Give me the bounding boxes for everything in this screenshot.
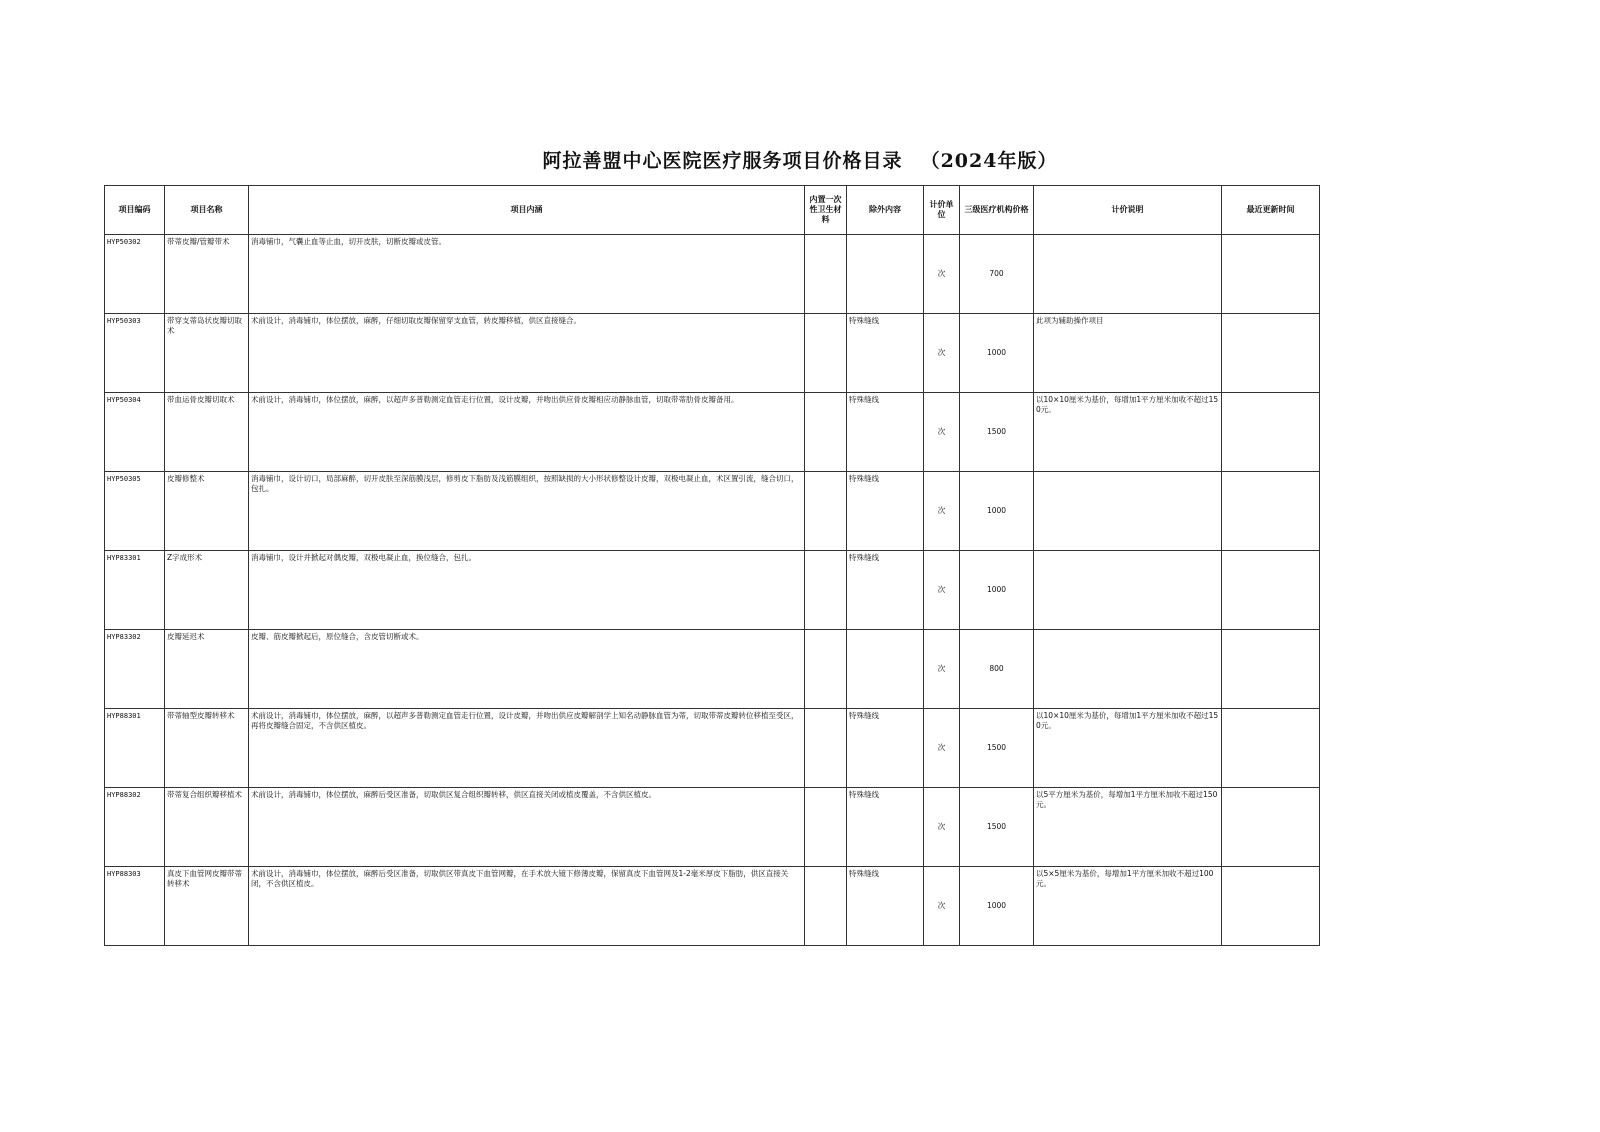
table-header-row: [105, 186, 1320, 235]
cell-code: HYP83302: [105, 630, 165, 709]
cell-unit: 次: [924, 709, 960, 788]
table-row: [105, 393, 1320, 472]
cell-excluded: 特殊缝线: [847, 709, 924, 788]
cell-note: [1034, 551, 1222, 630]
cell-unit: 次: [924, 472, 960, 551]
cell-excluded: [847, 630, 924, 709]
cell-content: 消毒铺巾，设计切口，局部麻醉，切开皮肤至深筋膜浅层，修剪皮下脂肪及浅筋膜组织，按照缺损的大小形状修整设计皮瓣，双极电凝止血，术区置引流，缝合切口，包扎。: [249, 472, 805, 551]
cell-code: HYP50302: [105, 235, 165, 314]
cell-code: HYP50305: [105, 472, 165, 551]
cell-content: 术前设计，消毒铺巾，体位摆放，麻醉，仔细切取皮瓣保留穿支血管，转皮瓣移植，供区直接缝合。: [249, 314, 805, 393]
cell-name: 皮瓣延迟术: [165, 630, 249, 709]
cell-updated: [1222, 314, 1320, 393]
cell-consumables: [805, 788, 847, 867]
cell-consumables: [805, 867, 847, 946]
header-unit: 计价单位: [924, 186, 960, 235]
cell-unit: 次: [924, 235, 960, 314]
cell-code: HYP50303: [105, 314, 165, 393]
cell-name: Z字成形术: [165, 551, 249, 630]
cell-updated: [1222, 472, 1320, 551]
cell-name: 带蒂轴型皮瓣转移术: [165, 709, 249, 788]
header-consumables: 内置一次性卫生材料: [805, 186, 847, 235]
cell-price: 1000: [960, 314, 1034, 393]
cell-note: 以5×5厘米为基价，每增加1平方厘米加收不超过100元。: [1034, 867, 1222, 946]
cell-price: 1000: [960, 867, 1034, 946]
table-row: [105, 867, 1320, 946]
cell-unit: 次: [924, 393, 960, 472]
table-row: [105, 630, 1320, 709]
header-content: 项目内涵: [249, 186, 805, 235]
cell-updated: [1222, 393, 1320, 472]
cell-code: HYP83301: [105, 551, 165, 630]
header-excluded: 除外内容: [847, 186, 924, 235]
cell-updated: [1222, 867, 1320, 946]
cell-content: 消毒铺巾，设计并掀起对偶皮瓣，双极电凝止血，换位缝合，包扎。: [249, 551, 805, 630]
cell-price: 1500: [960, 788, 1034, 867]
cell-price: 1000: [960, 551, 1034, 630]
cell-consumables: [805, 551, 847, 630]
cell-excluded: [847, 235, 924, 314]
header-price: 三级医疗机构价格: [960, 186, 1034, 235]
cell-excluded: 特殊缝线: [847, 314, 924, 393]
cell-excluded: 特殊缝线: [847, 393, 924, 472]
header-name: 项目名称: [165, 186, 249, 235]
cell-price: 700: [960, 235, 1034, 314]
cell-note: 此项为辅助操作项目: [1034, 314, 1222, 393]
cell-content: 术前设计，消毒铺巾，体位摆放，麻醉，以超声多普勒测定血管走行位置，设计皮瓣，并吻出供应骨皮瓣相应动静脉血管，切取带蒂肋骨皮瓣备用。: [249, 393, 805, 472]
cell-code: HYP88301: [105, 709, 165, 788]
cell-name: 皮瓣修整术: [165, 472, 249, 551]
table-row: [105, 314, 1320, 393]
cell-name: 带蒂皮瓣/管瓣带术: [165, 235, 249, 314]
cell-price: 1000: [960, 472, 1034, 551]
cell-content: 术前设计，消毒铺巾，体位摆放，麻醉，以超声多普勒测定血管走行位置，设计皮瓣，并吻出供应皮瓣解剖学上知名动静脉血管为蒂，切取带蒂皮瓣转位移植至受区，再将皮瓣缝合固定，不含供区植皮。: [249, 709, 805, 788]
cell-consumables: [805, 709, 847, 788]
cell-name: 带蒂复合组织瓣移植术: [165, 788, 249, 867]
cell-excluded: 特殊缝线: [847, 472, 924, 551]
cell-consumables: [805, 314, 847, 393]
cell-unit: 次: [924, 551, 960, 630]
cell-name: 真皮下血管网皮瓣带蒂转移术: [165, 867, 249, 946]
cell-updated: [1222, 551, 1320, 630]
cell-price: 1500: [960, 709, 1034, 788]
header-updated: 最近更新时间: [1222, 186, 1320, 235]
cell-consumables: [805, 235, 847, 314]
cell-note: 以5平方厘米为基价，每增加1平方厘米加收不超过150元。: [1034, 788, 1222, 867]
cell-consumables: [805, 630, 847, 709]
document-edition: （2024年版）: [920, 150, 1058, 172]
cell-content: 皮瓣、筋皮瓣掀起后，原位缝合，含皮管切断或术。: [249, 630, 805, 709]
cell-name: 带穿支蒂岛状皮瓣切取术: [165, 314, 249, 393]
cell-content: 消毒铺巾，气囊止血等止血，切开皮肤，切断皮瓣或皮管。: [249, 235, 805, 314]
cell-excluded: 特殊缝线: [847, 788, 924, 867]
cell-code: HYP88302: [105, 788, 165, 867]
cell-note: [1034, 630, 1222, 709]
cell-content: 术前设计，消毒铺巾，体位摆放，麻醉后受区准备，切取供区复合组织瓣转移，供区直接关闭或植皮覆盖，不含供区植皮。: [249, 788, 805, 867]
cell-code: HYP88303: [105, 867, 165, 946]
table-row: [105, 709, 1320, 788]
cell-unit: 次: [924, 630, 960, 709]
cell-note: 以10×10厘米为基价，每增加1平方厘米加收不超过150元。: [1034, 709, 1222, 788]
price-catalog-table: [104, 185, 1320, 946]
cell-code: HYP50304: [105, 393, 165, 472]
cell-excluded: 特殊缝线: [847, 551, 924, 630]
table-row: [105, 472, 1320, 551]
cell-note: 以10×10厘米为基价，每增加1平方厘米加收不超过150元。: [1034, 393, 1222, 472]
cell-updated: [1222, 235, 1320, 314]
document-title-bar: [0, 146, 1600, 173]
cell-consumables: [805, 393, 847, 472]
table-row: [105, 551, 1320, 630]
document-title: 阿拉善盟中心医院医疗服务项目价格目录: [542, 150, 903, 172]
cell-note: [1034, 235, 1222, 314]
cell-updated: [1222, 709, 1320, 788]
cell-price: 1500: [960, 393, 1034, 472]
cell-note: [1034, 472, 1222, 551]
cell-content: 术前设计，消毒铺巾，体位摆放，麻醉后受区准备，切取供区带真皮下血管网瓣，在手术放大镜下修薄皮瓣，保留真皮下血管网及1-2毫米厚皮下脂肪，供区直接关闭，不含供区植皮。: [249, 867, 805, 946]
cell-unit: 次: [924, 314, 960, 393]
header-note: 计价说明: [1034, 186, 1222, 235]
cell-consumables: [805, 472, 847, 551]
cell-updated: [1222, 630, 1320, 709]
cell-updated: [1222, 788, 1320, 867]
cell-price: 800: [960, 630, 1034, 709]
cell-name: 带血运骨皮瓣切取术: [165, 393, 249, 472]
table-row: [105, 235, 1320, 314]
cell-unit: 次: [924, 867, 960, 946]
header-code: 项目编码: [105, 186, 165, 235]
cell-excluded: 特殊缝线: [847, 867, 924, 946]
cell-unit: 次: [924, 788, 960, 867]
table-row: [105, 788, 1320, 867]
